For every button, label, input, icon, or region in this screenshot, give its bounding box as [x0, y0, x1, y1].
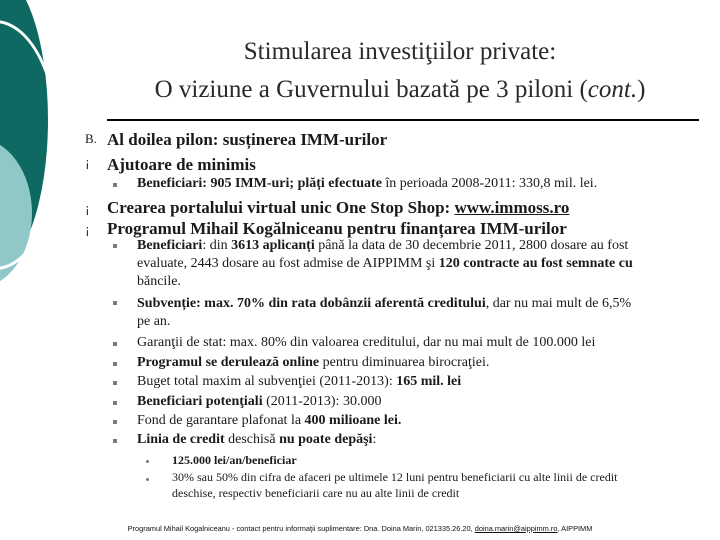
sub-item-limit: 125.000 lei/an/beneficiar: [172, 453, 297, 467]
fond-item: Fond de garantare plafonat la 400 milioane lei.: [137, 413, 402, 428]
online-item: Programul se derulează online pentru diminuarea birocraţiei.: [137, 355, 490, 370]
square-bullet: [113, 381, 117, 385]
linia-credit-item: Linia de credit deschisă nu poate depăşi:: [137, 432, 377, 447]
square-bullet: [113, 439, 117, 443]
section-marker: B.: [85, 131, 97, 146]
circle-bullet: ¡: [85, 223, 90, 237]
square-bullet: [113, 244, 117, 248]
portal-heading: Crearea portalului virtual unic One Stop Shop: www.immoss.ro: [107, 198, 570, 217]
section-heading: Al doilea pilon: susținerea IMM-urilor: [107, 130, 388, 149]
portal-link[interactable]: www.immoss.ro: [454, 198, 570, 217]
buget-item: Buget total maxim al subvenţiei (2011-2013): 165 mil. lei: [137, 374, 462, 389]
sub-item-percent: 30% sau 50% din cifra de afaceri pe ultimele 12 luni pentru beneficiarii cu alte linii de credit deschise, respectiv beneficiarii care nu au alte linii de credit: [172, 470, 618, 500]
footer-email-link[interactable]: doina.marin@aippimm.ro: [474, 524, 558, 533]
square-bullet: [113, 301, 117, 305]
dot-bullet: [146, 478, 149, 481]
beneficiari-potentiali-item: Beneficiari potenţiali (2011-2013): 30.000: [137, 394, 382, 409]
square-bullet: [113, 362, 117, 366]
garantii-item: Garanţii de stat: max. 80% din valoarea creditului, dar nu mai mult de 100.000 lei: [137, 335, 596, 350]
square-bullet: [113, 401, 117, 405]
circle-bullet: ¡: [85, 202, 90, 216]
minimis-item: Beneficiari: 905 IMM-uri; plăți efectuate în perioada 2008-2011: 330,8 mil. lei.: [137, 176, 598, 191]
title-underline-rule: [107, 119, 699, 121]
square-bullet: [113, 183, 117, 187]
footer-contact: Programul Mihail Kogalniceanu - contact pentru informaţii suplimentare: Dna. Doina Marin, 021335.26.20, doina.marin@aippimm.ro, AIPPIMM: [127, 524, 593, 533]
decorative-ring: [0, 20, 60, 270]
kogalniceanu-heading: Programul Mihail Kogălniceanu pentru finanțarea IMM-urilor: [107, 219, 567, 238]
beneficiari-item: Beneficiari: din 3613 aplicanți până la data de 30 decembrie 2011, 2800 dosare au fost evaluate, 2443 dosare au fost admise de AIPPIMM şi 120 contracte au fost semnate cu băncile.: [137, 238, 633, 289]
circle-bullet: ¡: [85, 156, 90, 170]
square-bullet: [113, 342, 117, 346]
subventie-item: Subvenție: max. 70% din rata dobânzii aferentă creditului, dar nu mai mult de 6,5% pe an.: [137, 296, 632, 329]
square-bullet: [113, 420, 117, 424]
slide-title-line-2: O viziune a Guvernului bazată pe 3 piloni (cont.): [154, 76, 646, 103]
minimis-heading: Ajutoare de minimis: [107, 155, 256, 174]
title-cont-italic: cont.: [587, 76, 638, 103]
slide-title-line-1: Stimularea investiţiilor private:: [243, 38, 557, 65]
dot-bullet: [146, 460, 149, 463]
